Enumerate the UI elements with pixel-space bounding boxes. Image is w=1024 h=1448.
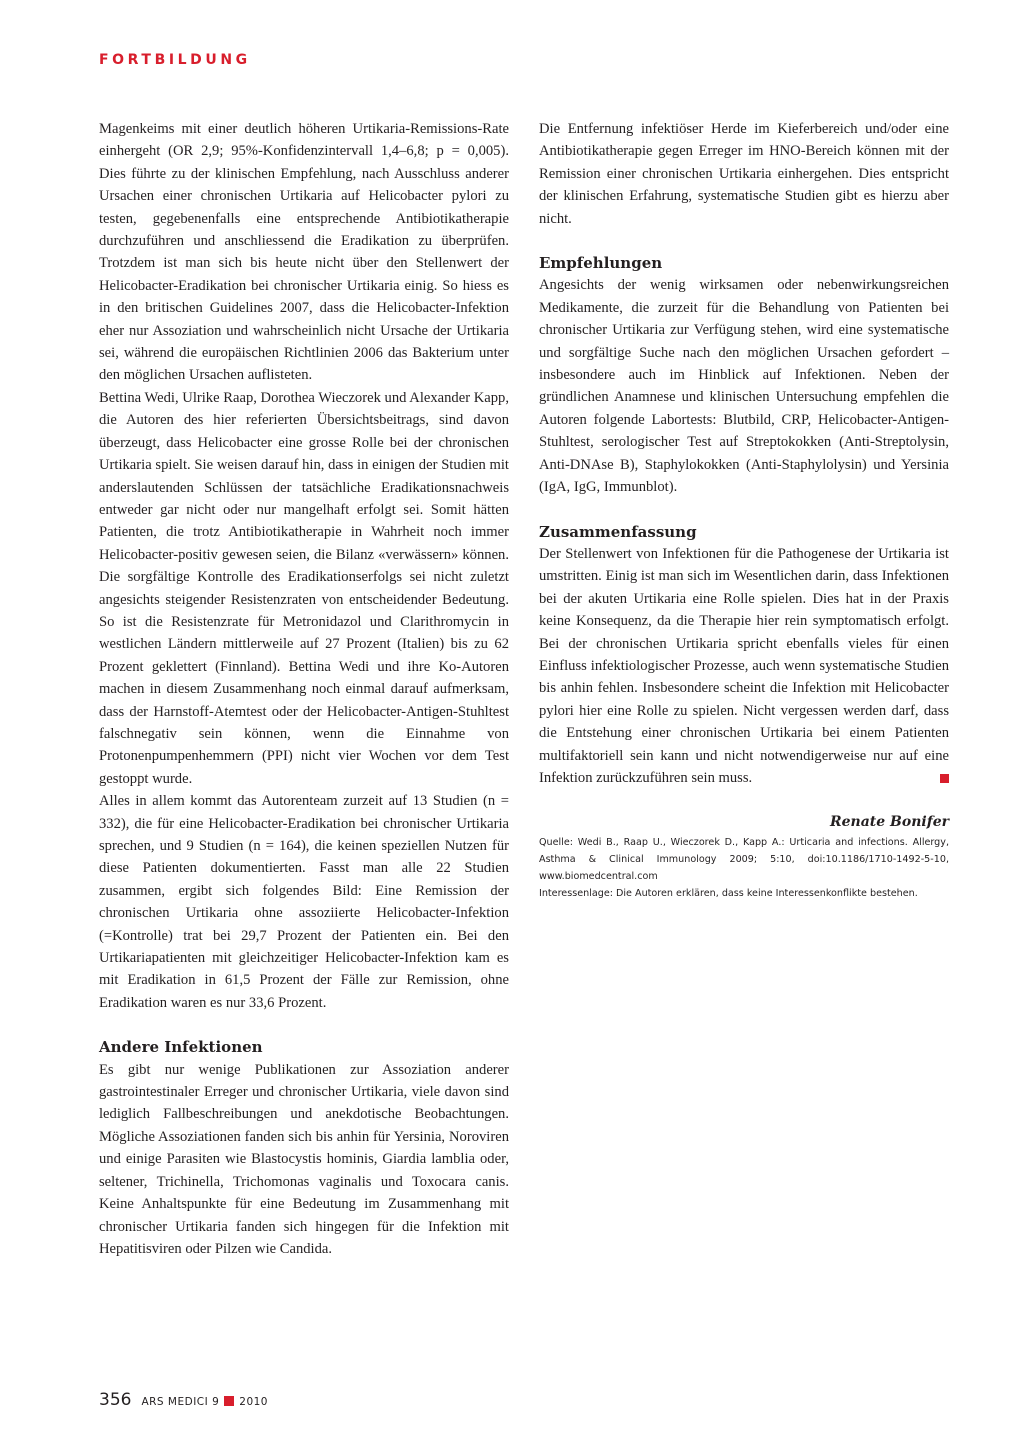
page-footer (99, 1390, 268, 1410)
author-name: Renate Bonifer (829, 814, 949, 831)
journal-name: ARS MEDICI 9 (141, 1396, 220, 1408)
paragraph-text: Der Stellenwert von Infektionen für die Pathogenese der Urtikaria ist umstritten. Einig ist man sich im Wesentlichen darin, dass Infektionen bei der akuten Urtikaria eine Rolle spielen. Dies hat in der Praxis keine Konsequenz, da die Therapie hier rein symptomatisch erfolgt. Bei der chronischen Urtikaria spricht ebenfalls vieles für einen Einfluss infektiologischer Prozesse, auch wenn systematische Studien bis anhin fehlen. Insbesondere scheint die Infektion mit Helicobacter pylori hier eine Rolle zu spielen. Nicht vergessen werden darf, dass die Entstehung einer chronischen Urtikaria bei einem Patienten multifaktoriell sein kann und nicht notwendigerweise nur auf eine Infektion zurückzuführen sein muss. (539, 545, 949, 786)
right-column (539, 118, 949, 902)
source-note: Quelle: Wedi B., Raap U., Wieczorek D., Kapp A.: Urticaria and infections. Allergy, Asthma & Clinical Immunology 2009; 5:10, doi:10.1186/1710-1492-5-10, www.biomedcentral.com (539, 836, 949, 882)
paragraph: Magenkeims mit einer deutlich höheren Urtikaria-Remissions-Rate einhergeht (OR 2,9; 95%-Konfidenzintervall 1,4–6,8; p = 0,005). Dies führte zu der klinischen Empfehlung, nach Ausschluss anderer Ursachen einer chronischen Urtikaria auf Helicobacter pylori zu testen, gegebenenfalls eine entsprechende Antibiotikatherapie durchzuführen und anschliessend die Eradikation zu überprüfen. Trotzdem ist man sich bis heute nicht über den Stellenwert der Helicobacter-Eradikation bei chronischer Urtikaria einig. So hiess es in den britischen Guidelines 2007, dass die Helicobacter-Infektion eher nur Assoziation und wahrscheinlich nicht Ursache der Urtikaria sei, während die europäischen Richtlinien 2006 das Bakterium unter den möglichen Ursachen auflisteten. (99, 121, 509, 384)
page-number: 356 (99, 1390, 132, 1410)
paragraph: Die Entfernung infektiöser Herde im Kieferbereich und/oder eine Antibiotikatherapie gegen Erreger im HNO-Bereich können mit der Remission einer chronischen Urtikaria einhergehen. Dies entspricht der klinischen Erfahrung, systematische Studien gibt es hierzu aber nicht. (539, 121, 949, 227)
paragraph: Angesichts der wenig wirksamen oder nebenwirkungsreichen Medikamente, die zurzeit für die Behandlung von Patienten bei chronischer Urtikaria zur Verfügung stehen, wird eine systematische und sorgfältige Suche nach den möglichen Ursachen gefordert – insbesondere auch im Hinblick auf Infektionen. Neben der gründlichen Anamnese und klinischen Untersuchung empfehlen die Autoren folgende Labortests: Blutbild, CRP, Helicobacter-Antigen-Stuhltest, serologischer Test auf Streptokokken (Anti-Streptolysin, Anti-DNAse B), Staphylokokken (Anti-Staphylolysin) und Yersinia (IgA, IgG, Immunblot). (539, 277, 949, 496)
heading-zusammenfassung: Zusammenfassung (539, 522, 697, 541)
paragraph-with-end-mark (539, 543, 949, 789)
heading-andere-infektionen: Andere Infektionen (99, 1038, 263, 1057)
paragraph: Es gibt nur wenige Publikationen zur Assoziation anderer gastrointestinaler Erreger und chronischer Urtikaria, viele davon sind lediglich Fallbeschreibungen und anekdotische Beobachtungen. Mögliche Assoziationen fanden sich bis anhin für Yersinia, Noroviren und einige Parasiten wie Blastocystis hominis, Giardia lamblia oder, seltener, Trichinella, Trichomonas vaginalis und Toxocara canis. Keine Anhaltspunkte für eine Bedeutung im Zusammenhang mit chronischer Urtikaria fanden sich hingegen für die Infektion mit Hepatitisviren oder Pilzen wie Candida. (99, 1061, 509, 1257)
footer-square-icon (224, 1396, 234, 1406)
paragraph: Bettina Wedi, Ulrike Raap, Dorothea Wieczorek und Alexander Kapp, die Autoren des hier referierten Übersichtsbeitrags, sind davon überzeugt, dass Helicobacter eine grosse Rolle bei der chronischen Urtikaria spielt. Sie weisen darauf hin, dass in einigen der Studien mit anderslautenden Schlüssen der tatsächliche Eradikationsnachweis entweder gar nicht oder nur mangelhaft erfolgt sei. Somit hätten Patienten, die trotz Antibiotikatherapie in Wahrheit noch immer Helicobacter-positiv gewesen seien, die Bilanz «verwässern» können. Die sorgfältige Kontrolle des Eradikationserfolgs sei nicht zuletzt angesichts steigender Resistenzraten von entscheidender Bedeutung. So ist die Resistenzrate für Metronidazol und Clarithromycin in westlichen Ländern mittlerweile auf 27 Prozent (Italien) bis zu 62 Prozent geklettert (Finnland). Bettina Wedi und ihre Ko-Autoren machen in diesem Zusammenhang noch einmal darauf aufmerksam, dass der Harnstoff-Atemtest oder der Helicobacter-Antigen-Stuhltest falschnegativ sein können, wenn die Einnahme von Protonenpumpenhemmern (PPI) nicht vier Wochen vor dem Test gestoppt wurde. (99, 389, 509, 787)
heading-empfehlungen: Empfehlungen (539, 254, 663, 273)
section-label: FORTBILDUNG (99, 52, 251, 68)
paragraph: Alles in allem kommt das Autorenteam zurzeit auf 13 Studien (n = 332), die für eine Helicobacter-Eradikation bei chronischer Urtikaria sprechen, und 9 Studien (n = 164), die keinen speziellen Nutzen für diese Patienten dokumentierten. Fasst man alle 22 Studien zusammen, ergibt sich folgendes Bild: Eine Remission der chronischen Urtikaria ohne assoziierte Helicobacter-Infektion (=Kontrolle) trat bei 29,7 Prozent der Patienten ein. Bei den Urtikariapatienten mit gleichzeitiger Helicobacter-Infektion kam es mit Eradikation in 61,5 Prozent der Fälle zur Remission, ohne Eradikation waren es nur 33,6 Prozent. (99, 793, 509, 1011)
journal-year: 2010 (239, 1396, 268, 1408)
left-column (99, 118, 509, 1260)
interests-note: Interessenlage: Die Autoren erklären, dass keine Interessenkonflikte bestehen. (539, 887, 918, 899)
end-of-article-square-icon (940, 774, 949, 783)
